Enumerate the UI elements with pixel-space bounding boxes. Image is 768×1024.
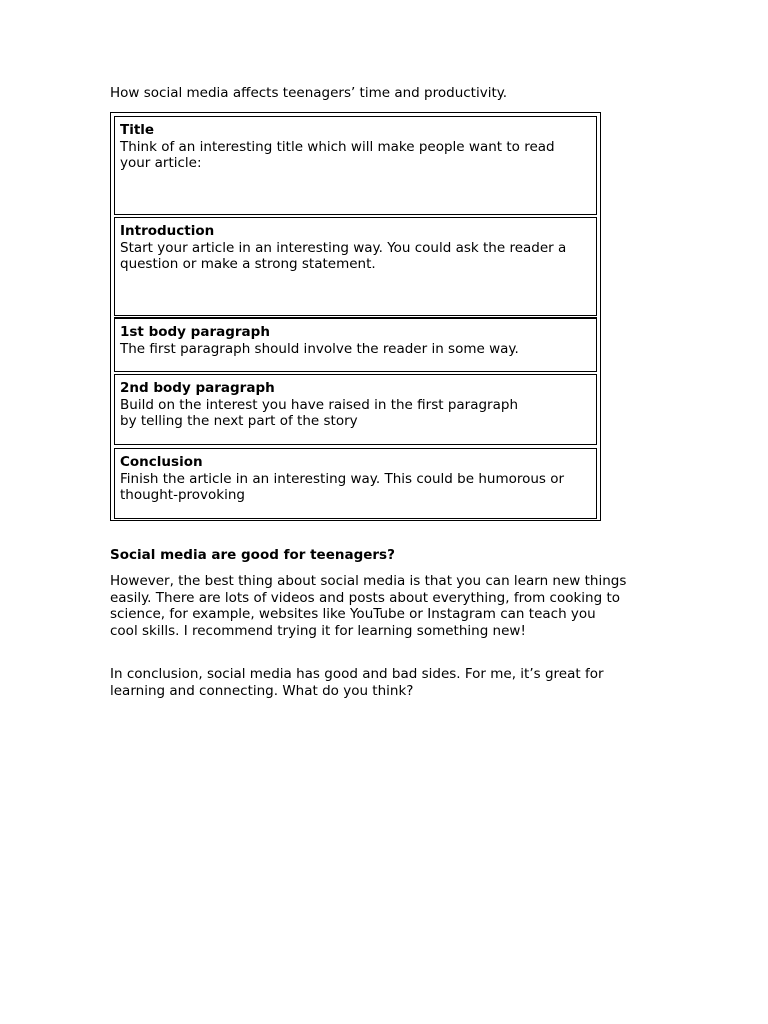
paragraph-line: cool skills. I recommend trying it for learning something new! (110, 622, 526, 639)
outline-instruction (120, 471, 591, 504)
paragraph-line: However, the best thing about social media is that you can learn new things (110, 573, 627, 589)
outline-label: Conclusion (120, 454, 203, 470)
outline-label: 2nd body paragraph (120, 380, 275, 396)
outline-cell-body-paragraph-1 (114, 317, 597, 372)
outline-line: Start your article in an interesting way. You could ask the reader a (120, 239, 567, 256)
outline-line: Finish the article in an interesting way. This could be humorous or (120, 470, 565, 487)
outline-line: Think of an interesting title which will make people want to read (120, 138, 555, 155)
outline-line: question or make a strong statement. (120, 256, 376, 272)
paragraph-line: science, for example, websites like YouTube or Instagram can teach you (110, 606, 596, 622)
document-heading: How social media affects teenagers’ time and productivity. (110, 85, 508, 101)
outline-instruction (120, 240, 591, 273)
paragraph-line: In conclusion, social media has good and bad sides. For me, it’s great for (110, 666, 604, 682)
outline-line: by telling the next part of the story (120, 413, 358, 429)
section-heading: Social media are good for teenagers? (110, 547, 395, 563)
outline-cell-body-paragraph-2 (114, 374, 597, 445)
outline-cell-introduction (114, 217, 597, 316)
paragraph-line: learning and connecting. What do you think? (110, 682, 414, 699)
outline-label: 1st body paragraph (120, 324, 270, 340)
outline-cell-title (114, 116, 597, 215)
outline-instruction (120, 397, 591, 430)
outline-line: thought-provoking (120, 487, 245, 503)
article-outline-table (110, 112, 601, 521)
outline-line: your article: (120, 155, 202, 171)
outline-line: The first paragraph should involve the reader in some way. (120, 340, 519, 357)
outline-instruction (120, 341, 591, 358)
outline-line: Build on the interest you have raised in the first paragraph (120, 396, 518, 413)
body-paragraph (110, 573, 670, 639)
outline-label: Introduction (120, 223, 215, 239)
outline-cell-conclusion (114, 448, 597, 519)
paragraph-line: easily. There are lots of videos and posts about everything, from cooking to (110, 589, 621, 606)
outline-label: Title (120, 122, 155, 138)
outline-instruction (120, 139, 591, 172)
conclusion-paragraph (110, 666, 670, 699)
